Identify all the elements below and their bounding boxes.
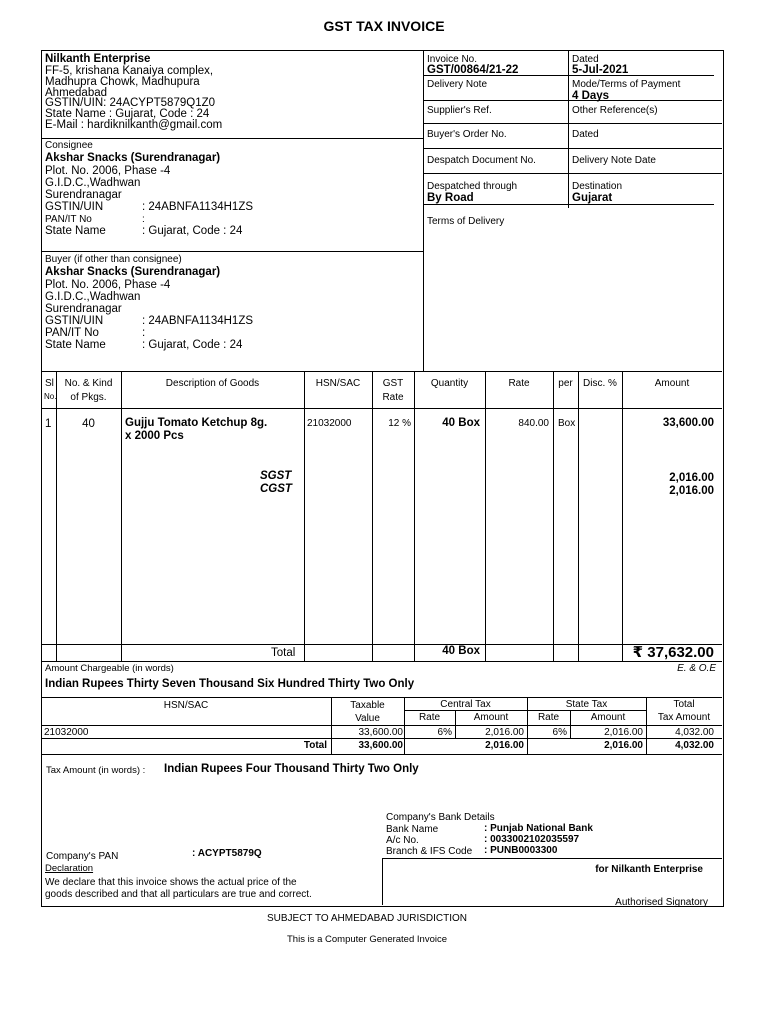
tax-col-taxable: Taxable	[350, 700, 385, 711]
tax-words-label: Tax Amount (in words) :	[46, 765, 146, 776]
bank-name: : Punjab National Bank	[484, 823, 593, 834]
tax-col-central-rate: Rate	[418, 712, 441, 723]
grand-total-amount: ₹ 37,632.00	[632, 644, 714, 661]
tax-row-hsn: 21032000	[44, 727, 89, 738]
tax-col-state-amount: Amount	[590, 712, 626, 723]
col-disc: Disc. %	[583, 378, 617, 389]
col-pkgs: No. & Kind	[64, 378, 113, 389]
tax-total-total: 4,032.00	[675, 740, 714, 751]
tax-total-taxable: 33,600.00	[358, 740, 403, 751]
tax-row-state-amount: 2,016.00	[604, 727, 643, 738]
col-gst: GST	[382, 378, 404, 389]
consignee-address-line: Surendranagar	[45, 189, 122, 201]
consignee-pan-value: :	[142, 214, 145, 225]
bank-ifs: : PUNB0003300	[484, 845, 558, 856]
item-per: Box	[558, 418, 576, 429]
declaration-line: goods described and that all particulars are true and correct.	[45, 889, 312, 900]
despatched-through-label: Despatched through	[427, 181, 518, 192]
buyers-order-label: Buyer's Order No.	[427, 129, 507, 140]
col-hsn: HSN/SAC	[315, 378, 361, 389]
buyer-pan-value: :	[142, 327, 146, 339]
items-total-label: Total	[271, 647, 296, 659]
consignee-name: Akshar Snacks (Surendranagar)	[45, 152, 221, 164]
buyer-gstin-label: GSTIN/UIN	[45, 315, 104, 327]
amount-in-words: Indian Rupees Thirty Seven Thousand Six Hundred Thirty Two Only	[45, 678, 415, 690]
order-dated-label: Dated	[572, 129, 599, 140]
seller-address-line: Ahmedabad	[45, 87, 108, 99]
bank-name-label: Bank Name	[386, 824, 439, 835]
consignee-gstin-label: GSTIN/UIN	[45, 201, 104, 213]
invoice-date: 5-Jul-2021	[572, 64, 629, 76]
bank-ifs-label: Branch & IFS Code	[386, 846, 473, 857]
tax-total-label: Total	[303, 740, 327, 751]
delivery-note-date-label: Delivery Note Date	[572, 155, 656, 166]
despatched-through: By Road	[427, 192, 474, 204]
tax-col-total: Total	[673, 699, 695, 710]
tax-total-central: 2,016.00	[485, 740, 524, 751]
terms-payment-label: Mode/Terms of Payment	[572, 79, 681, 90]
authorised-signatory: Authorised Signatory	[615, 897, 708, 908]
col-sl-no: No.	[44, 392, 57, 401]
col-sl: Sl	[45, 378, 54, 389]
company-pan-label: Company's PAN	[46, 851, 119, 862]
seller-address-line: Madhupra Chowk, Madhupura	[45, 76, 200, 88]
item-quantity: 40 Box	[442, 417, 480, 429]
items-total-quantity: 40 Box	[442, 645, 480, 657]
eoe-text: E. & O.E	[677, 663, 716, 674]
bank-heading: Company's Bank Details	[386, 812, 495, 823]
col-pkgs: of Pkgs.	[70, 392, 107, 403]
tax-col-hsn: HSN/SAC	[163, 700, 209, 711]
item-description: Gujju Tomato Ketchup 8g.	[125, 417, 268, 429]
dated-label: Dated	[572, 54, 599, 65]
other-ref-label: Other Reference(s)	[572, 105, 658, 116]
consignee-state-value: : Gujarat, Code : 24	[142, 225, 243, 237]
computer-generated-note: This is a Computer Generated Invoice	[287, 934, 447, 945]
tax-row-total: 4,032.00	[675, 727, 714, 738]
destination-label: Destination	[572, 181, 623, 192]
tax-row-central-rate: 6%	[437, 727, 452, 738]
destination: Gujarat	[572, 192, 613, 204]
col-gst: Rate	[382, 392, 404, 403]
tax-col-central-amount: Amount	[473, 712, 509, 723]
terms-payment: 4 Days	[572, 90, 610, 102]
buyer-address-line: Surendranagar	[45, 303, 122, 315]
invoice-title: GST TAX INVOICE	[323, 18, 445, 34]
tax-col-state-rate: Rate	[537, 712, 560, 723]
buyer-heading: Buyer (if other than consignee)	[45, 254, 182, 265]
buyer-name: Akshar Snacks (Surendranagar)	[45, 266, 221, 278]
buyer-state-label: State Name	[45, 339, 106, 351]
tax-col-total: Tax Amount	[657, 712, 711, 723]
delivery-note-label: Delivery Note	[427, 79, 488, 90]
despatch-doc-label: Despatch Document No.	[427, 155, 536, 166]
for-company: for Nilkanth Enterprise	[595, 864, 703, 875]
tax-total-state: 2,016.00	[604, 740, 643, 751]
seller-gstin: GSTIN/UIN: 24ACYPT5879Q1Z0	[45, 97, 216, 109]
col-rate: Rate	[508, 378, 530, 389]
invoice-no: GST/00864/21-22	[427, 64, 519, 76]
item-gst-rate: 12 %	[388, 418, 411, 429]
amount-words-label: Amount Chargeable (in words)	[45, 663, 174, 674]
tax-row-state-rate: 6%	[552, 727, 567, 738]
item-amount: 33,600.00	[662, 417, 714, 429]
col-quantity: Quantity	[430, 378, 469, 389]
item-hsn: 21032000	[307, 418, 352, 429]
consignee-heading: Consignee	[45, 140, 93, 151]
item-sl: 1	[45, 418, 52, 430]
item-pkgs: 40	[82, 418, 95, 430]
bank-ac-label: A/c No.	[386, 835, 419, 846]
company-pan: : ACYPT5879Q	[192, 848, 262, 859]
seller-name: Nilkanth Enterprise	[45, 53, 151, 65]
item-description: x 2000 Pcs	[125, 430, 184, 442]
item-rate: 840.00	[518, 418, 549, 429]
tax-col-state: State Tax	[565, 699, 608, 710]
col-amount: Amount	[654, 378, 690, 389]
consignee-state-label: State Name	[45, 225, 106, 237]
bank-ac-no: : 0033002102035597	[484, 834, 580, 845]
consignee-address-line: G.I.D.C.,Wadhwan	[45, 177, 141, 189]
tax-col-taxable: Value	[355, 713, 380, 724]
buyer-gstin-value: : 24ABNFA1134H1ZS	[142, 315, 254, 327]
consignee-gstin-value: : 24ABNFA1134H1ZS	[142, 201, 254, 213]
cgst-label: CGST	[260, 483, 292, 495]
tax-row-taxable: 33,600.00	[358, 727, 403, 738]
sgst-amount: 2,016.00	[669, 472, 714, 484]
suppliers-ref-label: Supplier's Ref.	[427, 105, 492, 116]
col-description: Description of Goods	[165, 378, 260, 389]
buyer-address-line: G.I.D.C.,Wadhwan	[45, 291, 141, 303]
tax-amount-in-words: Indian Rupees Four Thousand Thirty Two Only	[164, 763, 419, 775]
buyer-pan-label: PAN/IT No	[45, 327, 99, 339]
terms-delivery-label: Terms of Delivery	[427, 216, 505, 227]
seller-email: E-Mail : hardiknilkanth@gmail.com	[45, 119, 223, 131]
sgst-label: SGST	[260, 470, 292, 482]
cgst-amount: 2,016.00	[669, 485, 714, 497]
seller-address-line: FF-5, krishana Kanaiya complex,	[45, 65, 214, 77]
tax-col-central: Central Tax	[440, 699, 491, 710]
jurisdiction-note: SUBJECT TO AHMEDABAD JURISDICTION	[266, 913, 468, 924]
declaration-line: We declare that this invoice shows the actual price of the	[45, 877, 297, 888]
consignee-address-line: Plot. No. 2006, Phase -4	[45, 165, 171, 177]
invoice-no-label: Invoice No.	[427, 54, 478, 65]
tax-row-central-amount: 2,016.00	[485, 727, 524, 738]
declaration-heading: Declaration	[45, 863, 94, 874]
col-per: per	[558, 378, 573, 389]
buyer-address-line: Plot. No. 2006, Phase -4	[45, 279, 171, 291]
buyer-state-value: : Gujarat, Code : 24	[142, 339, 243, 351]
seller-state: State Name : Gujarat, Code : 24	[45, 108, 210, 120]
consignee-pan-label: PAN/IT No	[45, 214, 92, 225]
